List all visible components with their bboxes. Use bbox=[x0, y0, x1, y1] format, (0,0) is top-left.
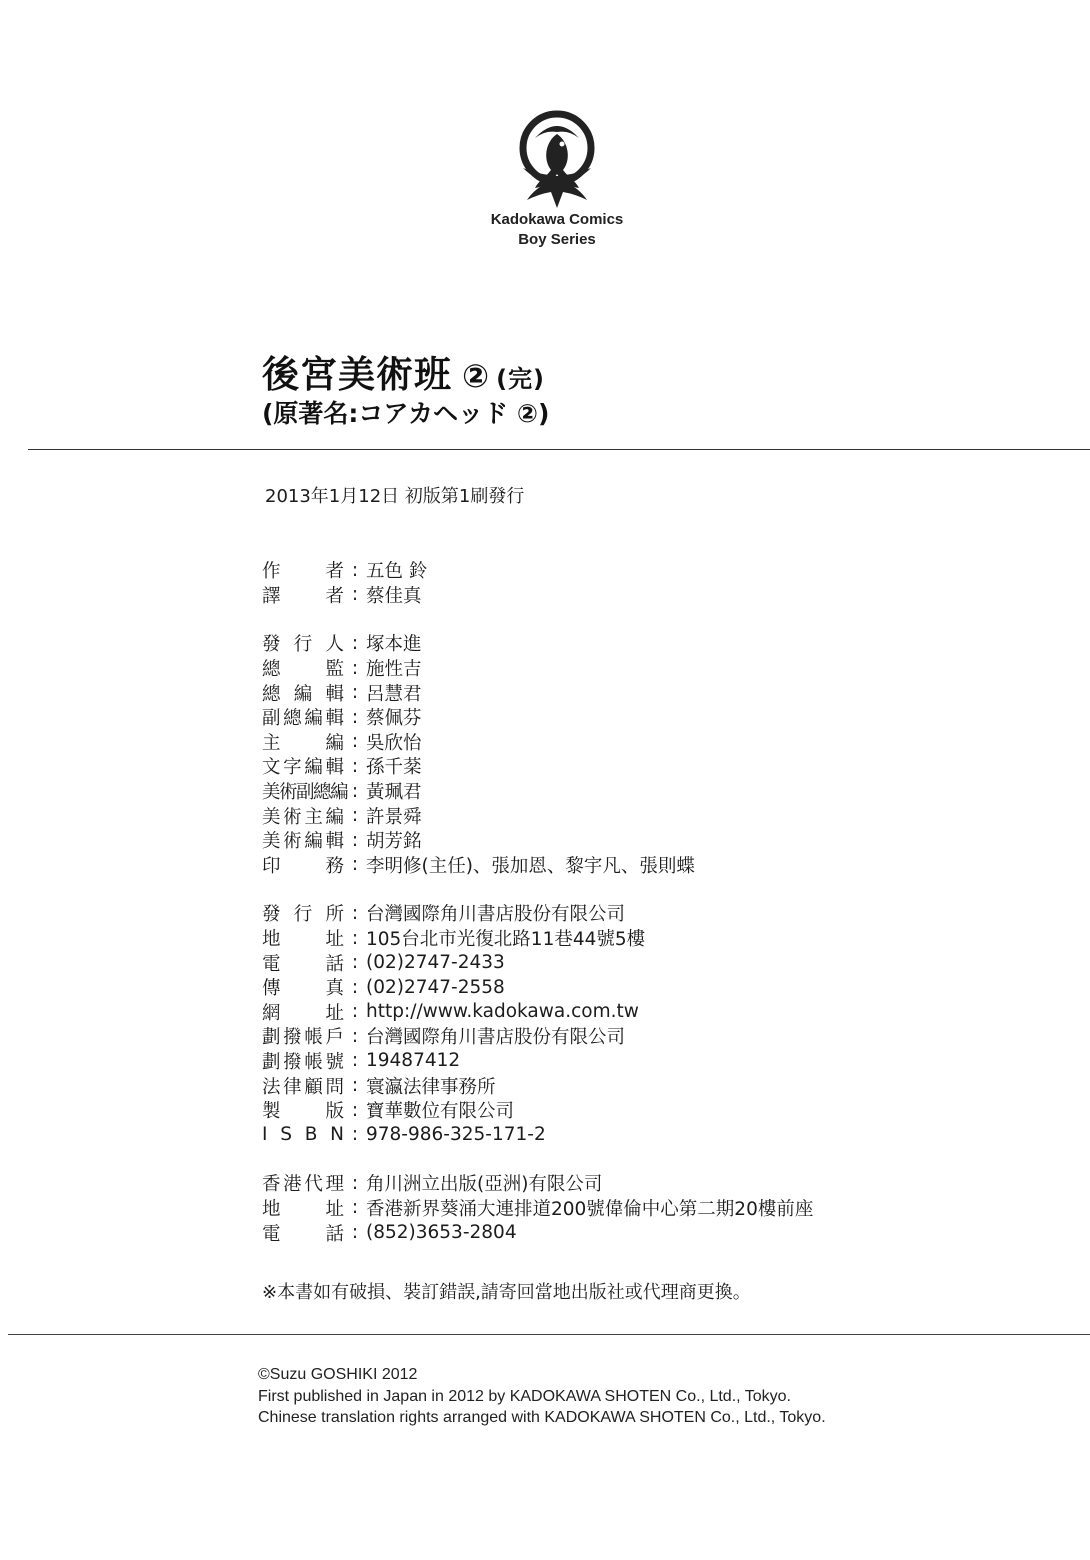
credit-row bbox=[262, 926, 813, 951]
label-colon: : bbox=[351, 1025, 359, 1047]
label-colon: : bbox=[351, 559, 359, 581]
credit-value: 五色 鈴 bbox=[366, 561, 428, 583]
credit-label: 副 總 編 輯 bbox=[262, 708, 344, 730]
credit-row bbox=[262, 1196, 813, 1221]
credit-value: 台灣國際角川書店股份有限公司 bbox=[366, 1027, 626, 1049]
credit-value: 香港新界葵涌大連排道200號偉倫中心第二期20樓前座 bbox=[366, 1198, 814, 1220]
label-colon: : bbox=[351, 952, 359, 974]
phoenix-emblem-icon bbox=[505, 108, 609, 212]
credit-label: 美 術 主 編 bbox=[262, 806, 344, 828]
credit-value: 蔡佩芬 bbox=[366, 708, 422, 730]
credit-value: 978-986-325-171-2 bbox=[366, 1124, 546, 1146]
first-published-line: First published in Japan in 2012 by KADOKAWA SHOTEN Co., Ltd., Tokyo. bbox=[258, 1387, 791, 1405]
credit-value: 黃珮君 bbox=[366, 782, 422, 804]
completion-status: (完) bbox=[496, 365, 546, 393]
credit-group bbox=[262, 558, 813, 607]
label-colon: : bbox=[351, 780, 359, 802]
credit-value: 寶華數位有限公司 bbox=[366, 1101, 515, 1123]
credit-row bbox=[262, 558, 813, 583]
copyright-line: ©Suzu GOSHIKI 2012 bbox=[258, 1366, 418, 1383]
credit-row bbox=[262, 1049, 813, 1074]
book-title bbox=[262, 344, 545, 398]
credit-label: 美 術 編 輯 bbox=[262, 831, 344, 853]
label-colon: : bbox=[351, 731, 359, 753]
credit-label: 劃 撥 帳 號 bbox=[262, 1051, 344, 1073]
credit-label: 網 址 bbox=[262, 1002, 344, 1024]
credit-label: I S B N bbox=[262, 1124, 344, 1146]
credit-row bbox=[262, 1098, 813, 1123]
credit-row bbox=[262, 779, 813, 804]
divider-top bbox=[28, 449, 1090, 450]
credit-label: 傳 真 bbox=[262, 978, 344, 1000]
label-colon: : bbox=[351, 1172, 359, 1194]
label-colon: : bbox=[351, 1197, 359, 1219]
credit-value: 寰瀛法律事務所 bbox=[366, 1076, 496, 1098]
credit-value: 19487412 bbox=[366, 1050, 461, 1072]
damage-notice: ※本書如有破損、裝訂錯誤,請寄回當地出版社或代理商更換。 bbox=[262, 1282, 751, 1303]
credit-label: 電 話 bbox=[262, 1223, 344, 1245]
label-colon: : bbox=[351, 1001, 359, 1023]
credit-value: 角川洲立出版(亞洲)有限公司 bbox=[366, 1174, 603, 1196]
credit-value: 孫千棻 bbox=[366, 757, 422, 779]
credit-group bbox=[262, 1171, 813, 1245]
credit-label: 發 行 所 bbox=[262, 904, 344, 926]
credit-group bbox=[262, 901, 813, 1147]
credit-value: 李明修(主任)、張加恩、黎宇凡、張則蝶 bbox=[366, 855, 695, 877]
credit-row bbox=[262, 1024, 813, 1049]
imprint-series: Boy Series bbox=[518, 231, 596, 248]
credit-row bbox=[262, 1220, 813, 1245]
credit-value: 施性吉 bbox=[366, 659, 422, 681]
credit-label: 主 編 bbox=[262, 732, 344, 754]
credit-row bbox=[262, 680, 813, 705]
credit-label: 法 律 顧 問 bbox=[262, 1076, 344, 1098]
label-colon: : bbox=[351, 976, 359, 998]
credit-label: 總 編 輯 bbox=[262, 683, 344, 705]
credit-row bbox=[262, 950, 813, 975]
label-colon: : bbox=[351, 1075, 359, 1097]
credit-label: 作 者 bbox=[262, 561, 344, 583]
label-colon: : bbox=[351, 657, 359, 679]
credit-row bbox=[262, 1073, 813, 1098]
credit-row bbox=[262, 1122, 813, 1147]
book-title-main: 後宮美術班 bbox=[262, 353, 452, 396]
credit-group bbox=[262, 631, 813, 877]
credit-label: 劃 撥 帳 戶 bbox=[262, 1027, 344, 1049]
credit-label: 總 監 bbox=[262, 659, 344, 681]
credit-label: 製 版 bbox=[262, 1101, 344, 1123]
credit-value: (02)2747-2558 bbox=[366, 976, 505, 998]
credit-value: 吳欣怡 bbox=[366, 732, 422, 754]
label-colon: : bbox=[351, 682, 359, 704]
label-colon: : bbox=[351, 1099, 359, 1121]
credit-label: 地 址 bbox=[262, 1198, 344, 1220]
credit-label: 文 字 編 輯 bbox=[262, 757, 344, 779]
volume-number: ② bbox=[462, 357, 491, 395]
label-colon: : bbox=[351, 1222, 359, 1244]
credit-value: 呂慧君 bbox=[366, 683, 422, 705]
credit-value: 台灣國際角川書店股份有限公司 bbox=[366, 904, 626, 926]
label-colon: : bbox=[351, 902, 359, 924]
label-colon: : bbox=[351, 632, 359, 654]
credit-value: 許景舜 bbox=[366, 806, 422, 828]
translation-rights-line: Chinese translation rights arranged with KADOKAWA SHOTEN Co., Ltd., Tokyo. bbox=[258, 1409, 826, 1426]
label-colon: : bbox=[351, 854, 359, 876]
credit-value: (02)2747-2433 bbox=[366, 952, 505, 974]
credit-value: 胡芳銘 bbox=[366, 831, 422, 853]
label-colon: : bbox=[351, 706, 359, 728]
original-title: (原著名:コアカヘッド ②) bbox=[262, 399, 550, 428]
credit-label: 香 港 代 理 bbox=[262, 1174, 344, 1196]
edition-date: 2013年1月12日 初版第1刷發行 bbox=[265, 486, 525, 507]
credit-label: 地 址 bbox=[262, 929, 344, 951]
divider-bottom bbox=[8, 1334, 1090, 1335]
label-colon: : bbox=[351, 584, 359, 606]
credit-row bbox=[262, 853, 813, 878]
label-colon: : bbox=[351, 805, 359, 827]
label-colon: : bbox=[351, 1124, 359, 1146]
credit-row bbox=[262, 631, 813, 656]
credit-label: 發 行 人 bbox=[262, 634, 344, 656]
credit-label: 譯 者 bbox=[262, 585, 344, 607]
label-colon: : bbox=[351, 755, 359, 777]
label-colon: : bbox=[351, 829, 359, 851]
credit-value: 塚本進 bbox=[366, 634, 422, 656]
credit-value: http://www.kadokawa.com.tw bbox=[366, 1001, 639, 1023]
credit-value: 105台北市光復北路11巷44號5樓 bbox=[366, 929, 646, 951]
label-colon: : bbox=[351, 1050, 359, 1072]
credit-row bbox=[262, 656, 813, 681]
credit-row bbox=[262, 583, 813, 608]
credit-label: 美 術 副 總 編 bbox=[262, 782, 348, 804]
credit-row bbox=[262, 828, 813, 853]
credit-row bbox=[262, 1000, 813, 1025]
credit-label: 印 務 bbox=[262, 855, 344, 877]
credit-row bbox=[262, 975, 813, 1000]
credit-label: 電 話 bbox=[262, 953, 344, 975]
credit-row bbox=[262, 705, 813, 730]
copyright-block bbox=[258, 1364, 826, 1429]
credits-block bbox=[262, 558, 813, 1269]
credit-value: 蔡佳真 bbox=[366, 585, 422, 607]
credit-row bbox=[262, 754, 813, 779]
credit-row bbox=[262, 1171, 813, 1196]
label-colon: : bbox=[351, 927, 359, 949]
credit-value: (852)3653-2804 bbox=[366, 1222, 517, 1244]
credit-row bbox=[262, 901, 813, 926]
credit-row bbox=[262, 730, 813, 755]
imprint-name: Kadokawa Comics bbox=[490, 211, 624, 228]
credit-row bbox=[262, 803, 813, 828]
